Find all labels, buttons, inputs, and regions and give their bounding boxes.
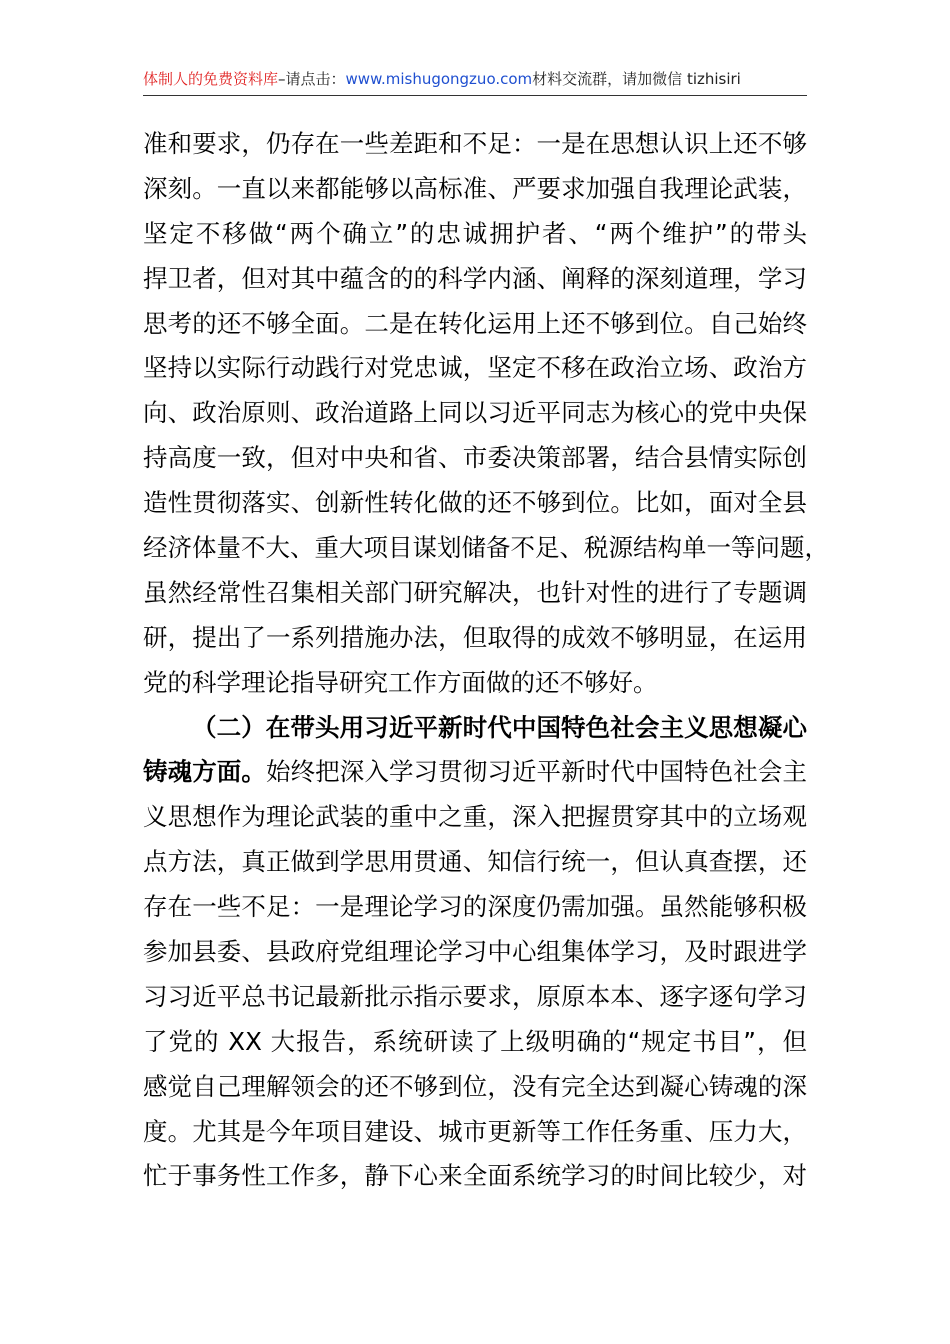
text-line: 参加县委、县政府党组理论学习中心组集体学习，及时跟进学 xyxy=(143,937,807,967)
text-line: 义思想作为理论武装的重中之重，深入把握贯穿其中的立场观 xyxy=(143,802,807,832)
text-line: 捍卫者，但对其中蕴含的的科学内涵、阐释的深刻道理，学习 xyxy=(143,263,807,293)
text-line: 党的科学理论指导研究工作方面做的还不够好。 xyxy=(143,667,658,697)
text-line: 造性贯彻落实、创新性转化做的还不够到位。比如，面对全县 xyxy=(143,488,807,518)
paragraph-1 xyxy=(143,122,829,706)
text-line: 准和要求，仍存在一些差距和不足：一是在思想认识上还不够 xyxy=(143,129,807,158)
section-lead-text: 始终把深入学习贯彻习近平新时代中国特色社会主 xyxy=(265,757,808,787)
text-line: 研，提出了一系列措施办法，但取得的成效不够明显，在运用 xyxy=(143,622,807,652)
text-line: 度。尤其是今年项目建设、城市更新等工作任务重、压力大， xyxy=(143,1116,807,1146)
text-line: 习习近平总书记最新批示指示要求，原原本本、逐字逐句学习 xyxy=(143,981,807,1011)
text-line xyxy=(143,750,807,795)
header-divider xyxy=(143,95,807,96)
text-line: 忙于事务性工作多，静下心来全面系统学习的时间比较少，对 xyxy=(143,1161,807,1191)
document-body xyxy=(143,122,829,1199)
text-line: 向、政治原则、政治道路上同以习近平同志为核心的党中央保 xyxy=(143,398,807,428)
text-line: 坚定不移做“两个确立”的忠诚拥护者、“两个维护”的带头 xyxy=(143,218,807,248)
header-brand: 体制人的免费资料库 xyxy=(143,70,279,88)
header-website-link[interactable]: www.mishugongzuo.com xyxy=(345,70,533,88)
text-line: 感觉自己理解领会的还不够到位，没有完全达到凝心铸魂的深 xyxy=(143,1071,807,1101)
section-heading: （二）在带头用习近平新时代中国特色社会主义思想凝心 xyxy=(192,712,807,742)
text-line: 坚持以实际行动践行对党忠诚，坚定不移在政治立场、政治方 xyxy=(143,353,807,383)
text-line: 持高度一致，但对中央和省、市委决策部署，结合县情实际创 xyxy=(143,443,807,473)
text-line: 存在一些不足：一是理论学习的深度仍需加强。虽然能够积极 xyxy=(143,892,807,922)
page-header xyxy=(143,66,807,92)
text-line: 虽然经常性召集相关部门研究解决，也针对性的进行了专题调 xyxy=(143,577,807,607)
header-prompt: –请点击： xyxy=(278,70,346,88)
text-line: 经济体量不大、重大项目谋划储备不足、税源结构单一等问题， xyxy=(143,533,829,563)
section-heading-tail: 铸魂方面。 xyxy=(143,757,266,787)
text-line: 思考的还不够全面。二是在转化运用上还不够到位。自己始终 xyxy=(143,308,807,338)
text-line: 深刻。一直以来都能够以高标准、严要求加强自我理论武装， xyxy=(143,173,807,203)
text-line: 了党的 XX 大报告，系统研读了上级明确的“规定书目”，但 xyxy=(143,1026,807,1056)
section-2 xyxy=(143,706,807,1200)
header-contact: 材料交流群，请加微信 tizhisiri xyxy=(532,70,741,88)
text-line: 点方法，真正做到学思用贯通、知信行统一，但认真查摆，还 xyxy=(143,847,807,877)
